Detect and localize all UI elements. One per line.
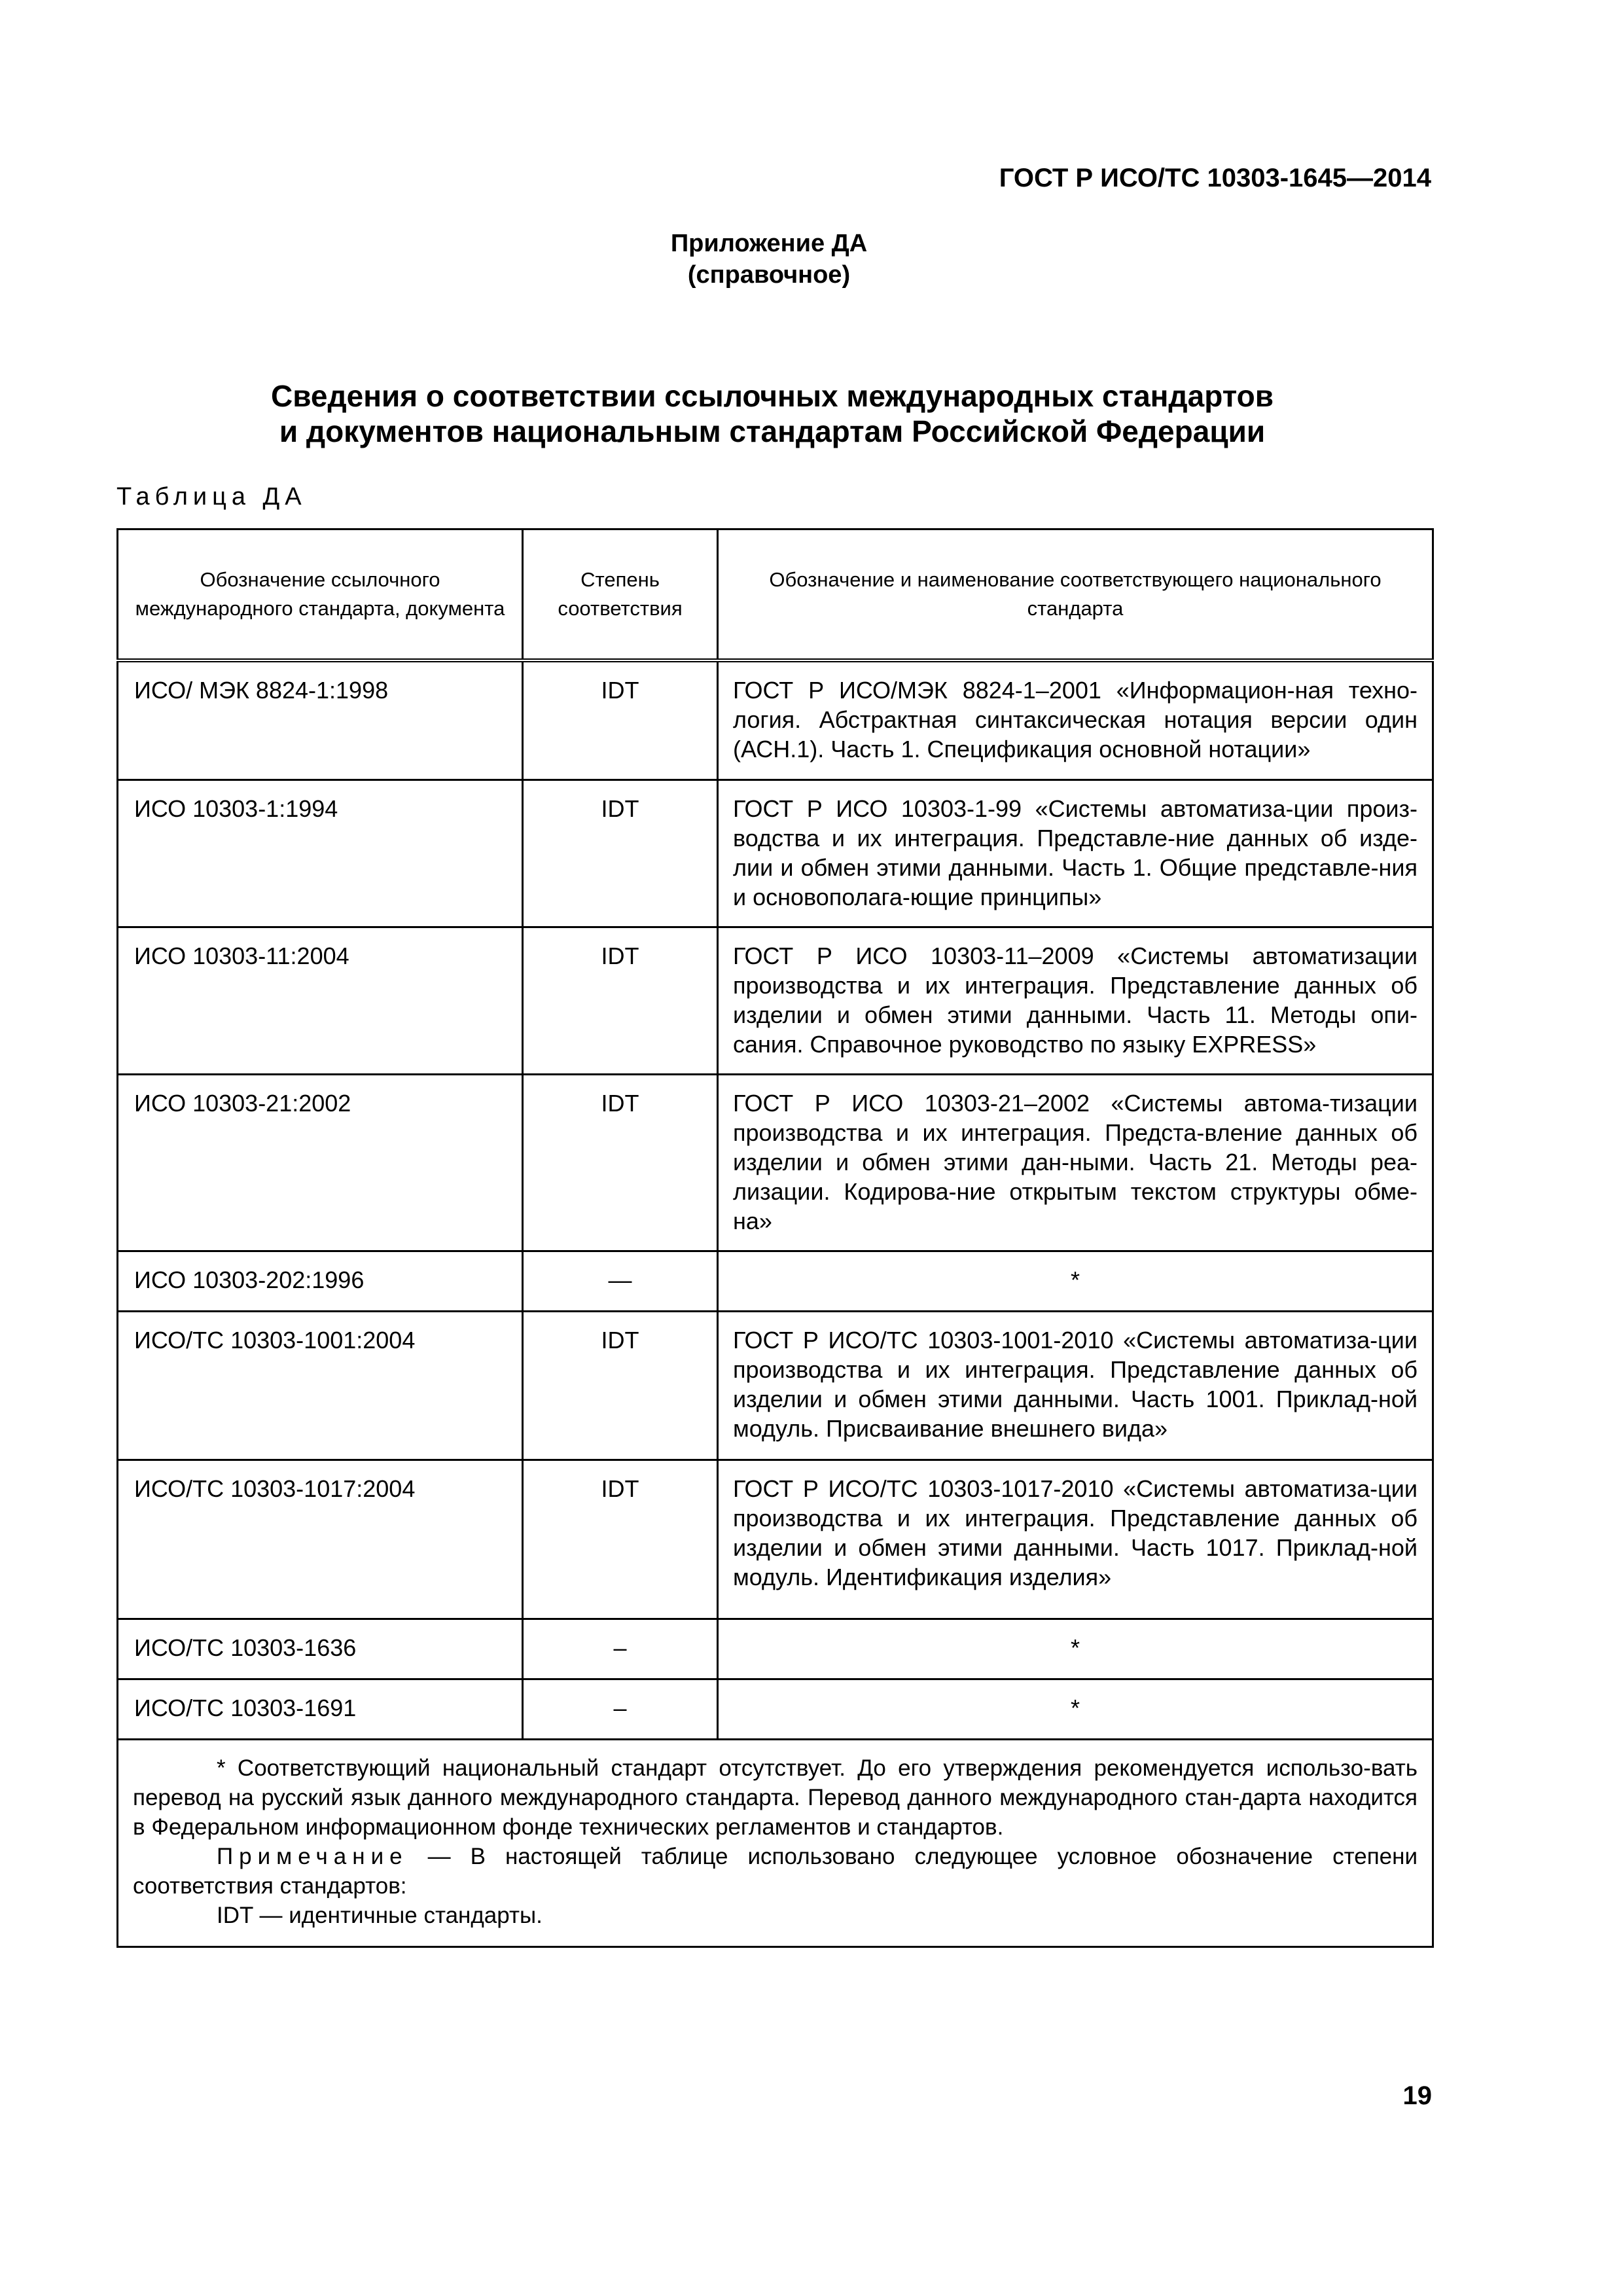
cell-national: ГОСТ Р ИСО 10303-1-99 «Системы автоматиза-ции произ-водства и их интеграция. Представле-ние данных об изде-лии и обмен этими данными. Часть 1. Общие представле-ния и основополага-ющие принципы» xyxy=(718,780,1433,927)
note-label: Примечание xyxy=(217,1843,408,1869)
footnote-text: * Соответствующий национальный стандарт отсутствует. До его утверждения рекомендуется использо-вать перевод на русский язык данного международного стандарта. Перевод данного международного стан-дарта находится в Федеральном информационном фонде технических регламентов и стандартов. xyxy=(133,1755,1418,1840)
appendix-label: Приложение ДА xyxy=(670,230,868,257)
cell-national: ГОСТ Р ИСО 10303-11–2009 «Системы автоматизации производства и их интеграция. Представление данных об изделии и обмен этими данными. Часть 11. Методы опи-сания. Справочное руководство по языку EXPRESS» xyxy=(718,927,1433,1074)
section-title-line-2: и документов национальным стандартам Российской Федерации xyxy=(279,414,1266,448)
cell-degree: IDT xyxy=(523,1460,718,1619)
table-row xyxy=(118,1311,1433,1460)
header-degree: Степень соответствия xyxy=(523,529,718,661)
document-code-header: ГОСТ Р ИСО/ТС 10303-1645—2014 xyxy=(999,164,1431,192)
cell-national: * xyxy=(718,1679,1433,1739)
cell-national: ГОСТ Р ИСО/МЭК 8824-1–2001 «Информацион-ная техно-логия. Абстрактная синтаксическая нотация версии один (АСН.1). Часть 1. Спецификация основной нотации» xyxy=(718,660,1433,780)
cell-degree: IDT xyxy=(523,780,718,927)
table-row xyxy=(118,1251,1433,1311)
idt-legend: IDT — идентичные стандарты. xyxy=(217,1902,543,1928)
table-caption: Таблица ДА xyxy=(116,483,307,511)
header-international-standard: Обозначение ссылочного международного стандарта, документа xyxy=(118,529,523,661)
note-text: — В настоящей таблице использовано следующее условное обозначение степени соответствия стандартов: xyxy=(133,1843,1418,1899)
note-paragraph xyxy=(133,1842,1418,1901)
table-note xyxy=(118,1739,1433,1946)
cell-standard: ИСО/ МЭК 8824-1:1998 xyxy=(118,660,523,780)
table-row xyxy=(118,1619,1433,1679)
cell-degree: IDT xyxy=(523,1074,718,1251)
table-row xyxy=(118,660,1433,780)
cell-national: ГОСТ Р ИСО/ТС 10303-1017-2010 «Системы автоматиза-ции производства и их интеграция. Представление данных об изделии и обмен этими данными. Часть 1017. Приклад-ной модуль. Идентификация изделия» xyxy=(718,1460,1433,1619)
table-note-row xyxy=(118,1739,1433,1946)
section-title-line-1: Сведения о соответствии ссылочных международных стандартов xyxy=(270,379,1274,413)
page-number: 19 xyxy=(1402,2081,1432,2110)
cell-standard: ИСО 10303-21:2002 xyxy=(118,1074,523,1251)
table-row xyxy=(118,927,1433,1074)
section-title xyxy=(0,378,1544,449)
cell-standard: ИСО/ТС 10303-1636 xyxy=(118,1619,523,1679)
cell-national: ГОСТ Р ИСО/ТС 10303-1001-2010 «Системы автоматиза-ции производства и их интеграция. Представление данных об изделии и обмен этими данными. Часть 1001. Приклад-ной модуль. Присваивание внешнего вида» xyxy=(718,1311,1433,1460)
cell-national: * xyxy=(718,1619,1433,1679)
table-row xyxy=(118,1460,1433,1619)
cell-degree: IDT xyxy=(523,660,718,780)
table-row xyxy=(118,1679,1433,1739)
cell-standard: ИСО/ТС 10303-1001:2004 xyxy=(118,1311,523,1460)
cell-degree: IDT xyxy=(523,927,718,1074)
cell-degree: IDT xyxy=(523,1311,718,1460)
cell-national: ГОСТ Р ИСО 10303-21–2002 «Системы автома-тизации производства и их интеграция. Предста-вление данных об изделии и обмен этими дан-ными. Часть 21. Методы реа-лизации. Кодирова-ние открытым текстом структуры обме-на» xyxy=(718,1074,1433,1251)
cell-degree: – xyxy=(523,1679,718,1739)
cell-standard: ИСО 10303-1:1994 xyxy=(118,780,523,927)
table-row xyxy=(118,780,1433,927)
table-header-row xyxy=(118,529,1433,661)
appendix-heading xyxy=(0,228,1538,291)
cell-national: * xyxy=(718,1251,1433,1311)
appendix-type: (справочное) xyxy=(687,261,851,289)
cell-standard: ИСО/ТС 10303-1691 xyxy=(118,1679,523,1739)
cell-standard: ИСО/ТС 10303-1017:2004 xyxy=(118,1460,523,1619)
header-national-standard: Обозначение и наименование соответствующего национального стандарта xyxy=(718,529,1433,661)
cell-standard: ИСО 10303-202:1996 xyxy=(118,1251,523,1311)
cell-degree: — xyxy=(523,1251,718,1311)
cell-standard: ИСО 10303-11:2004 xyxy=(118,927,523,1074)
correspondence-table xyxy=(116,528,1434,1948)
cell-degree: – xyxy=(523,1619,718,1679)
table-row xyxy=(118,1074,1433,1251)
